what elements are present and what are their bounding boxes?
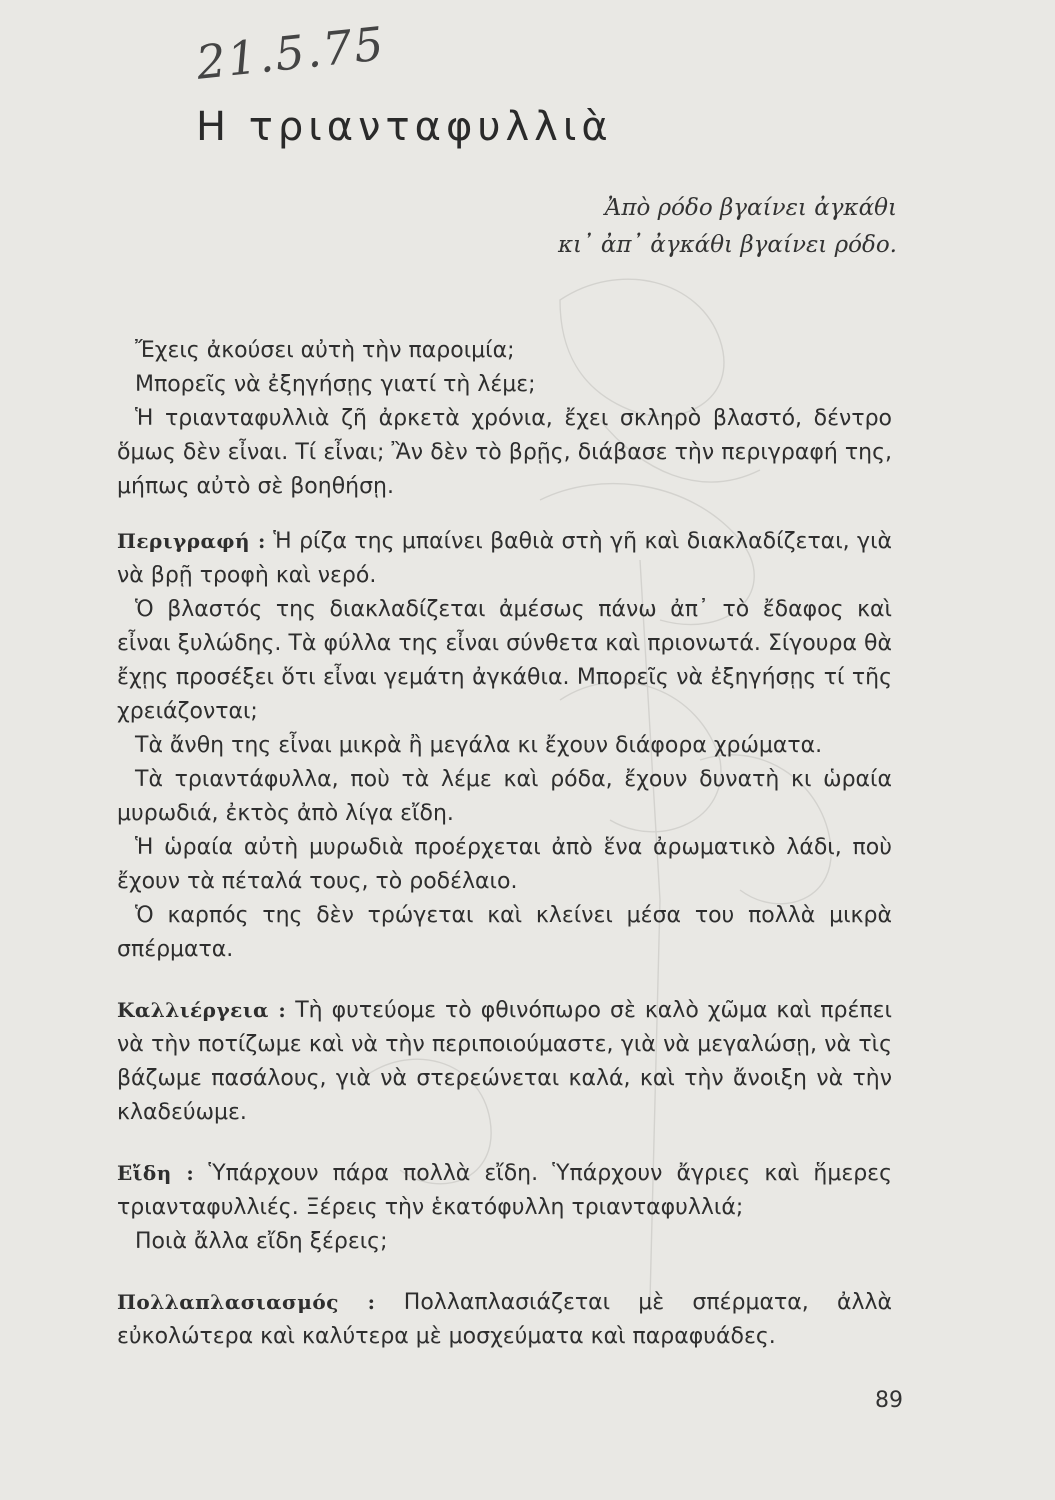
epigraph-line: κι᾿ ἀπ᾿ ἀγκάθι βγαίνει ρόδο. (557, 232, 897, 258)
description-paragraph: Ὁ βλαστός της διακλαδίζεται ἀμέσως πάνω ἀπ᾿ τὸ ἔδαφος καὶ εἶναι ξυλώδης. Τὰ φύλλα της εἶναι σύνθετα καὶ πριονωτά. Σίγουρα θὰ ἔχῃς προσέξει ὅτι εἶναι γεμάτη ἀγκάθια. Μπορεῖς νὰ ἐξηγήσῃς τί τῆς χρειάζονται; (117, 597, 892, 724)
intro-question: Ἔχεις ἀκούσει αὐτὴ τὴν παροιμία; (135, 338, 515, 363)
propagation-paragraph (117, 1285, 892, 1354)
intro-question: Μπορεῖς νὰ ἐξηγήσῃς γιατί τὴ λέμε; (135, 372, 536, 397)
section-heading-species: Εἴδη : (117, 1161, 195, 1185)
species-question: Ποιὰ ἄλλα εἴδη ξέρεις; (135, 1229, 388, 1254)
description-paragraph: Τὰ τριαντάφυλλα, ποὺ τὰ λέμε καὶ ρόδα, ἔχουν δυνατὴ κι ὡραία μυρωδιά, ἐκτὸς ἀπὸ λίγα εἴδη. (117, 767, 892, 826)
epigraph-line: Ἀπὸ ρόδο βγαίνει ἀγκάθι (604, 195, 897, 221)
description-paragraph: Ὁ καρπός της δὲν τρώγεται καὶ κλείνει μέσα του πολλὰ μικρὰ σπέρματα. (117, 903, 892, 962)
handwritten-date: 21.5.75 (193, 16, 388, 90)
description-paragraph: Ἡ ὡραία αὐτὴ μυρωδιὰ προέρχεται ἀπὸ ἕνα ἀρωματικὸ λάδι, ποὺ ἔχουν τὰ πέταλά τους, τὸ ροδέλαιο. (117, 835, 892, 894)
section-heading-description: Περιγραφή : (117, 529, 266, 553)
species-paragraph (117, 1156, 892, 1225)
page-number: 89 (875, 1388, 903, 1413)
cultivation-paragraph (117, 993, 892, 1130)
propagation-text: Πολλαπλασιάζεται μὲ σπέρματα, ἀλλὰ εὐκολώτερα καὶ καλύτερα μὲ μοσχεύματα καὶ παραφυάδες. (117, 1290, 893, 1349)
epigraph-proverb (558, 190, 897, 264)
description-paragraph (117, 524, 892, 593)
intro-paragraph: Ἡ τριανταφυλλιὰ ζῆ ἀρκετὰ χρόνια, ἔχει σκληρὸ βλαστό, δέντρο ὅμως δὲν εἶναι. Τί εἶναι; Ἂν δὲν τὸ βρῇς, διάβασε τὴν περιγραφή της, μήπως αὐτὸ σὲ βοηθήσῃ. (117, 406, 892, 499)
section-heading-cultivation: Καλλιέργεια : (117, 998, 287, 1022)
species-text: Ὑπάρχουν πάρα πολλὰ εἴδη. Ὑπάρχουν ἄγριες καὶ ἥμερες τριανταφυλλιές. Ξέρεις τὴν ἑκατόφυλλη τριανταφυλλιά; (117, 1161, 892, 1220)
description-text: Ἡ ρίζα της μπαίνει βαθιὰ στὴ γῆ καὶ διακλαδίζεται, γιὰ νὰ βρῇ τροφὴ καὶ νερό. (117, 529, 893, 588)
cultivation-text: Τὴ φυτεύομε τὸ φθινόπωρο σὲ καλὸ χῶμα καὶ πρέπει νὰ τὴν ποτίζωμε καὶ νὰ τὴν περιποιούμαστε, γιὰ νὰ μεγαλώσῃ, νὰ τὶς βάζωμε πασάλους, γιὰ νὰ στερεώνεται καλά, καὶ τὴν ἄνοιξη νὰ τὴν κλαδεύωμε. (117, 998, 892, 1125)
page-title: Η τριανταφυλλιὰ (196, 104, 613, 150)
description-paragraph: Τὰ ἄνθη της εἶναι μικρὰ ἢ μεγάλα κι ἔχουν διάφορα χρώματα. (135, 733, 823, 758)
section-heading-propagation: Πολλαπλασιασμός : (117, 1290, 376, 1314)
article-body (117, 334, 892, 1354)
